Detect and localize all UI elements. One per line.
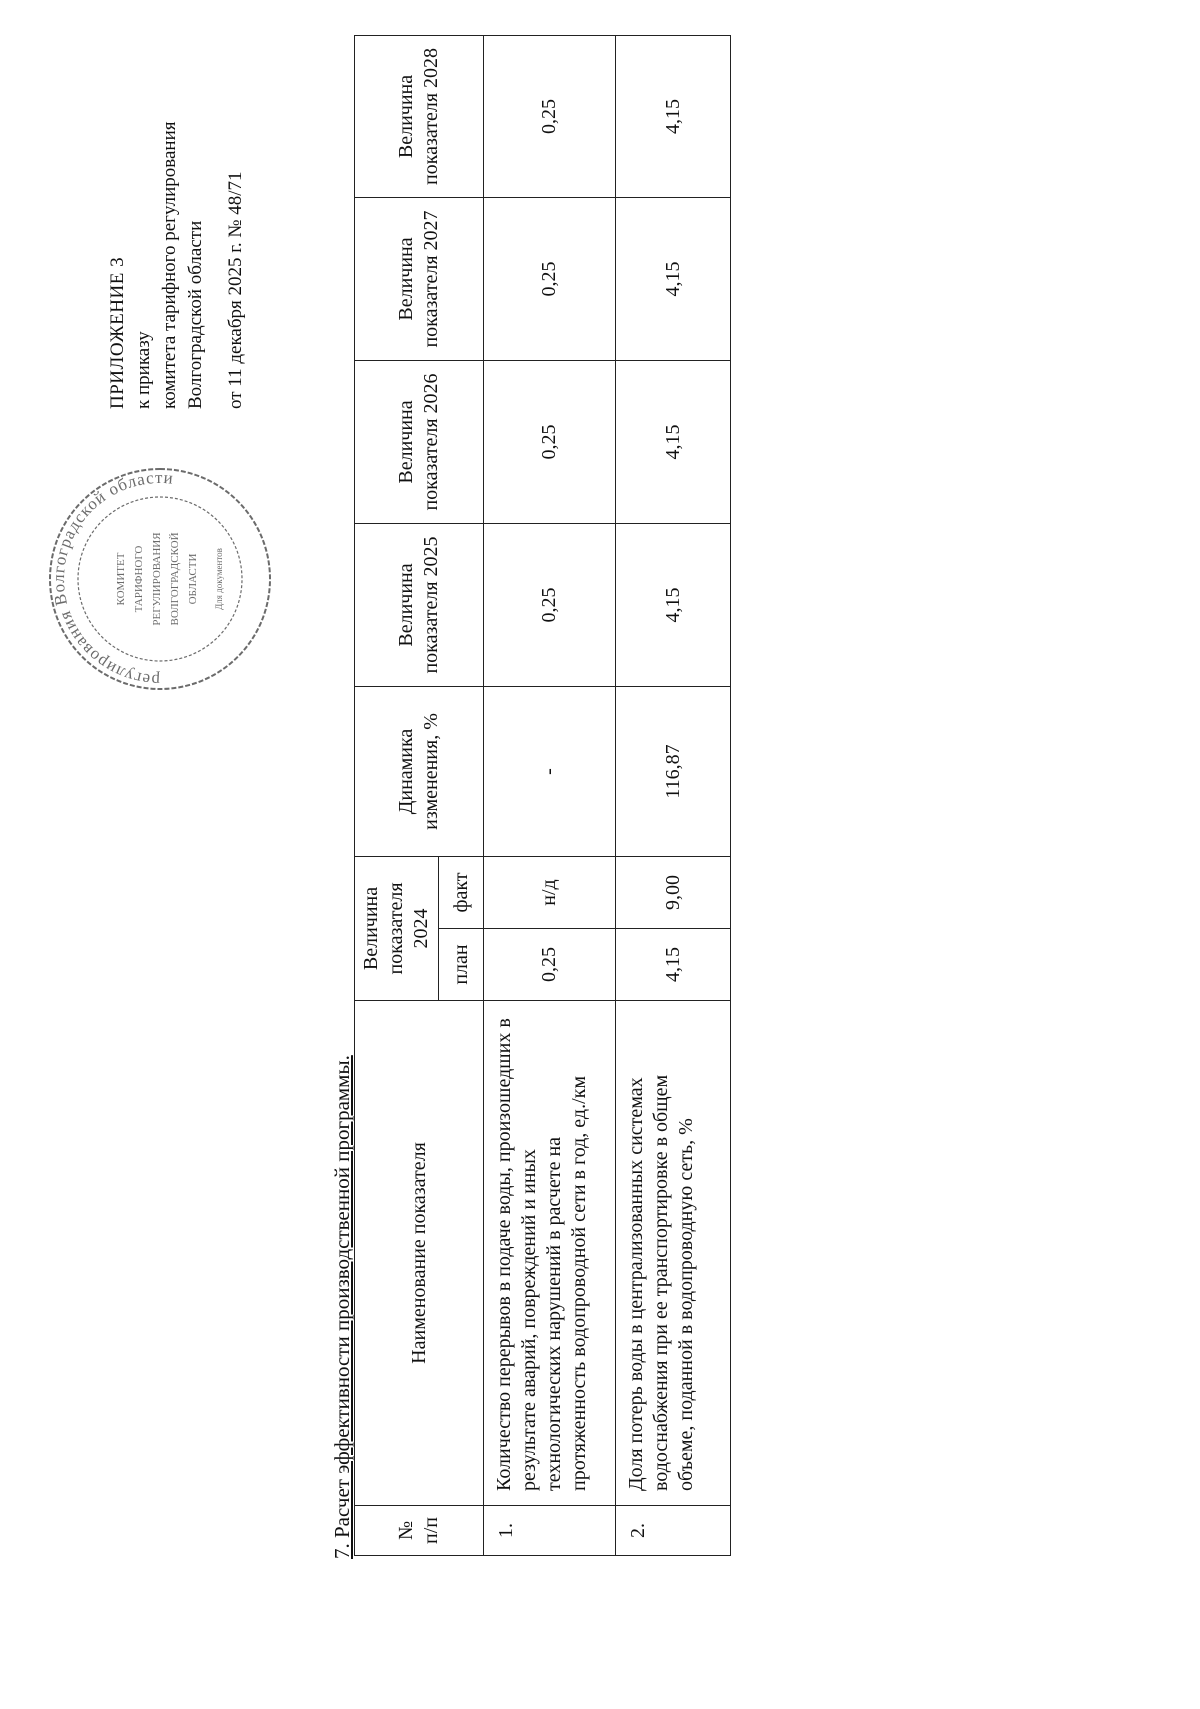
header-fact: факт: [439, 856, 484, 928]
appendix-title: ПРИЛОЖЕНИЕ 3: [107, 256, 128, 409]
appendix-region: Волгоградской области: [185, 220, 206, 409]
table-row: [484, 35, 616, 1555]
row-fact-2024: 9,00: [616, 856, 731, 928]
stamp-line: ТАРИФНОГО: [133, 545, 145, 613]
stamp-line: РЕГУЛИРОВАНИЯ: [151, 532, 163, 626]
appendix-committee: комитета тарифного регулирования: [159, 121, 180, 409]
row-dynamics: -: [484, 686, 616, 856]
header-value-2028: Величина показателя 2028: [355, 35, 484, 197]
row-value-2026: 0,25: [484, 360, 616, 523]
indicators-table: [354, 35, 731, 1556]
stamp-bottom-text: Для документов: [214, 548, 224, 610]
stamp-line: КОМИТЕТ: [115, 552, 127, 606]
appendix-date: от 11 декабря 2025 г. № 48/71: [225, 171, 246, 409]
row-num: 2.: [616, 1506, 731, 1556]
official-stamp: [40, 459, 280, 699]
row-value-2027: 0,25: [484, 197, 616, 360]
row-value-2027: 4,15: [616, 197, 731, 360]
section-title: 7. Расчет эффективности производственной программы.: [330, 1055, 354, 1559]
appendix-header: [105, 89, 249, 409]
appendix-to-order: к приказу: [133, 331, 154, 409]
row-plan-2024: 4,15: [616, 929, 731, 1001]
header-dynamics: Динамика изменения, %: [355, 686, 484, 856]
stamp-line: ОБЛАСТИ: [187, 553, 199, 605]
row-value-2026: 4,15: [616, 360, 731, 523]
table-row: [616, 35, 731, 1555]
row-value-2025: 0,25: [484, 523, 616, 686]
row-dynamics: 116,87: [616, 686, 731, 856]
row-name: Доля потерь воды в централизованных системах водоснабжения при ее транспортировке в общем объеме, поданной в водопроводную сеть, %: [616, 1001, 731, 1506]
header-name: Наименование показателя: [355, 1001, 484, 1506]
header-value-2027: Величина показателя 2027: [355, 197, 484, 360]
row-value-2028: 0,25: [484, 35, 616, 197]
header-num: № п/п: [355, 1506, 484, 1556]
header-plan: план: [439, 929, 484, 1001]
header-value-2025: Величина показателя 2025: [355, 523, 484, 686]
row-plan-2024: 0,25: [484, 929, 616, 1001]
row-fact-2024: н/д: [484, 856, 616, 928]
row-value-2028: 4,15: [616, 35, 731, 197]
row-value-2025: 4,15: [616, 523, 731, 686]
stamp-line: ВОЛГОГРАДСКОЙ: [169, 532, 181, 626]
stamp-outer-text: регулирования Волгоградской области: [48, 467, 175, 691]
header-value-2026: Величина показателя 2026: [355, 360, 484, 523]
header-value-2024: Величина показателя 2024: [355, 856, 439, 1000]
row-name: Количество перерывов в подаче воды, произошедших в результате аварий, повреждений и иных технологических нарушений в расчете на протяженность водопроводной сети в год, ед./км: [484, 1001, 616, 1506]
row-num: 1.: [484, 1506, 616, 1556]
